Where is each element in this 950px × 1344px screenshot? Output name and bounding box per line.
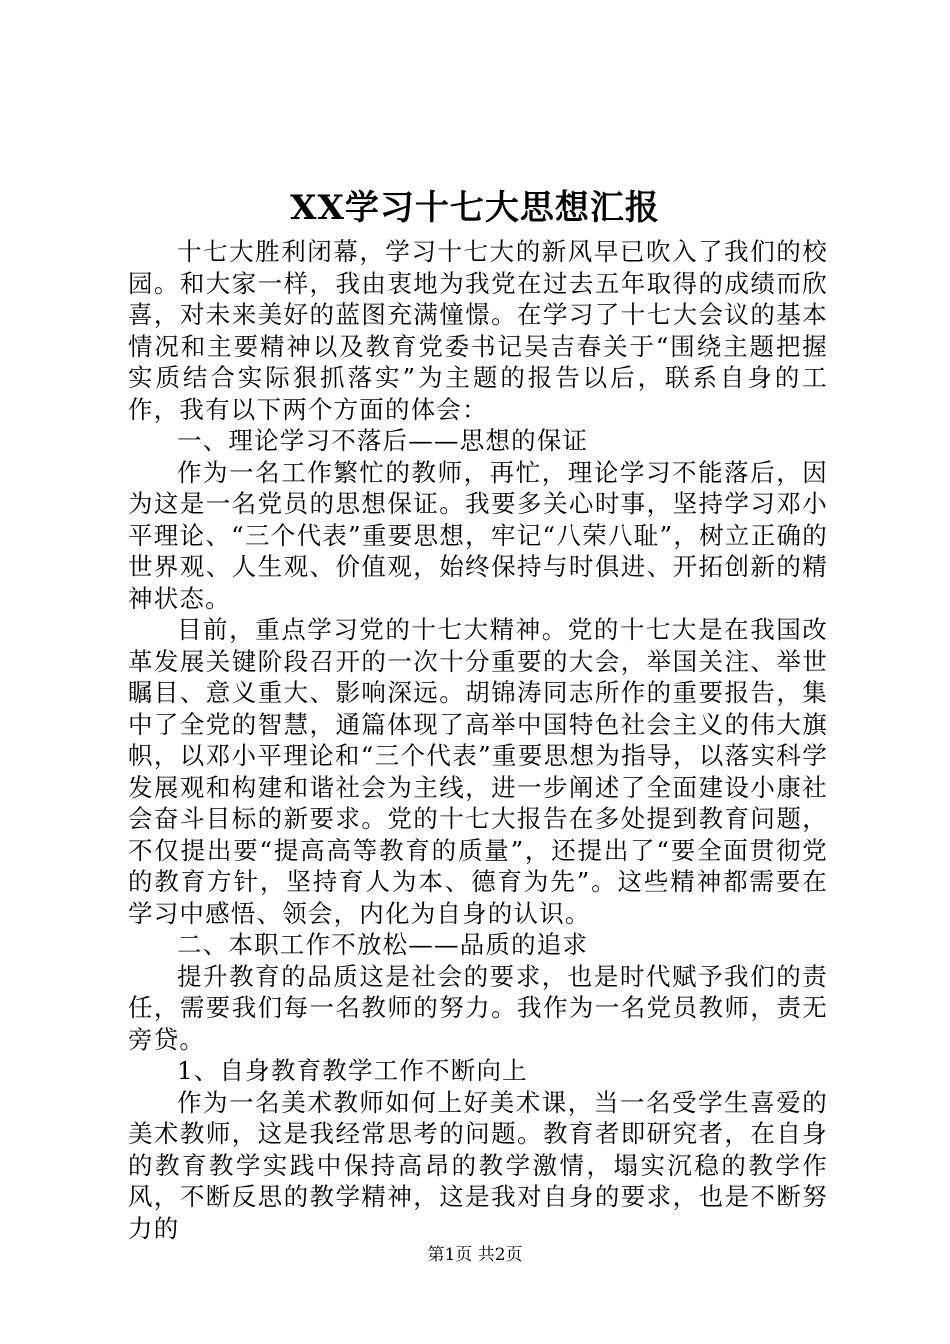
paragraph-intro: 十七大胜利闭幕，学习十七大的新风早已吹入了我们的校园。和大家一样，我由衷地为我党在过去五年取得的成绩而欣喜，对未来美好的蓝图充满憧憬。在学习了十七大会议的基本情况和主要精神以及教育党委书记吴吉春关于“围绕主题把握实质结合实际狠抓落实”为主题的报告以后，联系自身的工作，我有以下两个方面的体会： bbox=[128, 237, 828, 424]
section-heading-2: 二、本职工作不放松——品质的追求 bbox=[177, 930, 589, 959]
paragraph-art-teacher: 作为一名美术教师如何上好美术课，当一名受学生喜爱的美术教师，这是我经常思考的问题。教育者即研究者，在自身的教育教学实践中保持高昂的教学激情，塌实沉稳的教学作风，不断反思的教学精神，这是我对自身的要求，也是不断努力的 bbox=[128, 1087, 828, 1243]
subsection-heading-1: 1、自身教育教学工作不断向上 bbox=[177, 1056, 528, 1085]
document-title: XX学习十七大思想汇报 bbox=[290, 188, 660, 228]
paragraph-education-quality: 提升教育的品质这是社会的要求，也是时代赋予我们的责任，需要我们每一名教师的努力。我作为一名党员教师，责无旁贷。 bbox=[128, 961, 828, 1054]
section-heading-1: 一、理论学习不落后——思想的保证 bbox=[177, 426, 589, 455]
page-number-footer: 第1页 共2页 bbox=[427, 1245, 523, 1265]
paragraph-theory-study: 作为一名工作繁忙的教师，再忙，理论学习不能落后，因为这是一名党员的思想保证。我要多关心时事，坚持学习邓小平理论、“三个代表”重要思想，牢记“八荣八耻”，树立正确的世界观、人生观、价值观，始终保持与时俱进、开拓创新的精神状态。 bbox=[128, 457, 828, 613]
document-body bbox=[128, 236, 828, 1244]
paragraph-seventeenth-congress: 目前，重点学习党的十七大精神。党的十七大是在我国改革发展关键阶段召开的一次十分重要的大会，举国关注、举世瞩目、意义重大、影响深远。胡锦涛同志所作的重要报告，集中了全党的智慧，通篇体现了高举中国特色社会主义的伟大旗帜，以邓小平理论和“三个代表”重要思想为指导，以落实科学发展观和构建和谐社会为主线，进一步阐述了全面建设小康社会奋斗目标的新要求。党的十七大报告在多处提到教育问题，不仅提出要“提高高等教育的质量”，还提出了“要全面贯彻党的教育方针，坚持育人为本、德育为先”。这些精神都需要在学习中感悟、领会，内化为自身的认识。 bbox=[128, 615, 828, 928]
